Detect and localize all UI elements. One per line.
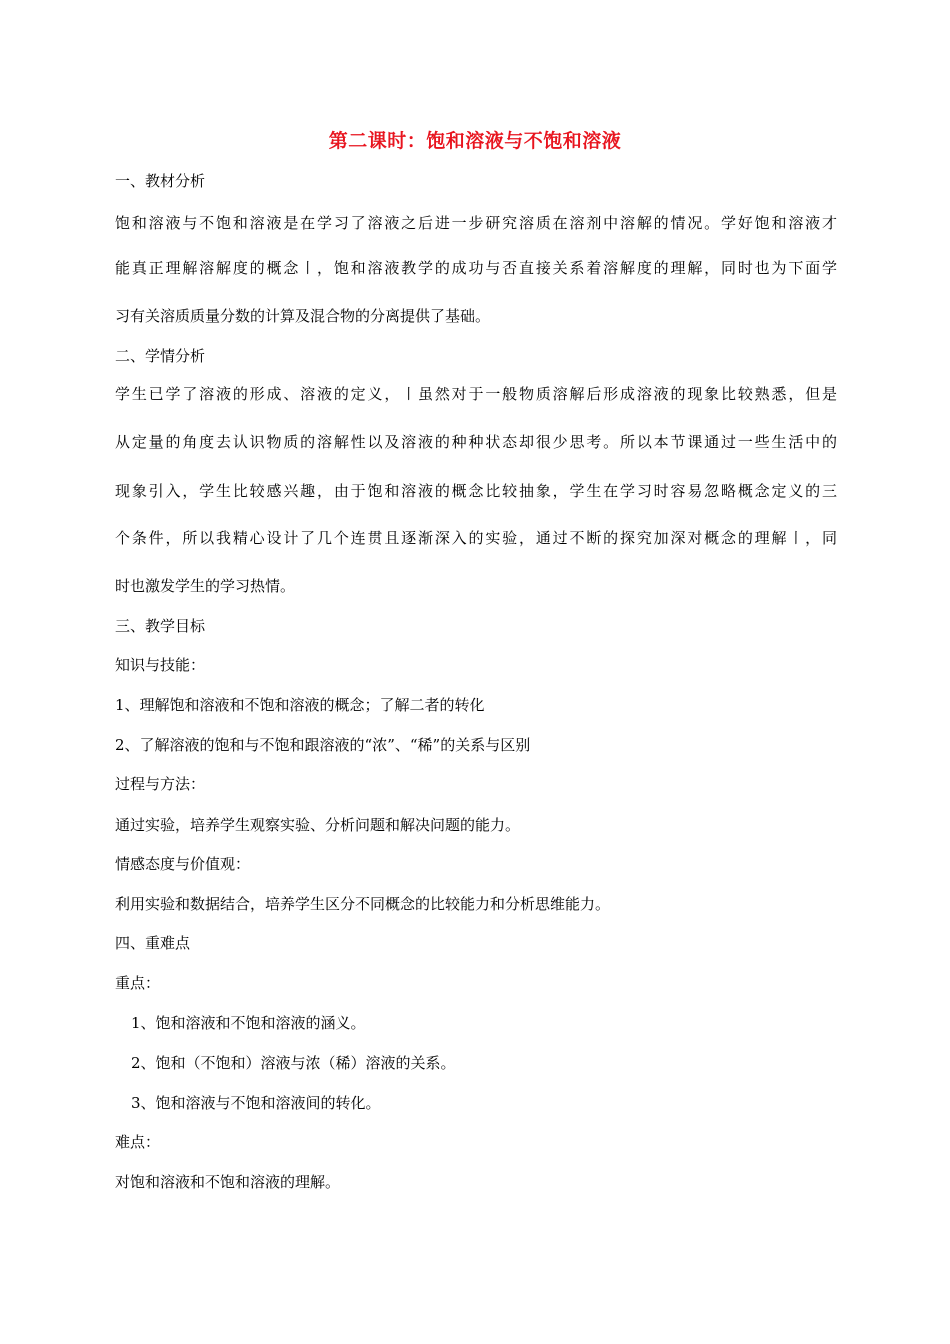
paragraph-line: 从定量的角度去认识物质的溶解性以及溶液的种种状态却很少思考。所以本节课通过一些生活中的 [115,433,837,451]
key-item: 1、饱和溶液和不饱和溶液的涵义。 [131,1014,366,1032]
paragraph-line: 时也激发学生的学习热情。 [115,577,296,595]
paragraph-line: 现象引入，学生比较感兴趣，由于饱和溶液的概念比较抽象，学生在学习时容易忽略概念定义的三 [115,482,837,500]
paragraph-line: 习有关溶质质量分数的计算及混合物的分离提供了基础。 [115,307,491,325]
key-item: 2、饱和（不饱和）溶液与浓（稀）溶液的关系。 [131,1054,456,1072]
emotion-label: 情感态度与价值观： [115,855,251,873]
knowledge-item: 2、了解溶液的饱和与不饱和跟溶液的“浓”、“稀”的关系与区别 [115,736,531,754]
section-3-heading: 三、教学目标 [115,617,206,635]
process-label: 过程与方法： [115,775,206,793]
key-label: 重点： [115,974,161,992]
paragraph-line: 饱和溶液与不饱和溶液是在学习了溶液之后进一步研究溶质在溶剂中溶解的情况。学好饱和溶液才 [115,214,837,232]
section-4-heading: 四、重难点 [115,934,191,952]
section-2-heading: 二、学情分析 [115,347,206,365]
emotion-text: 利用实验和数据结合，培养学生区分不同概念的比较能力和分析思维能力。 [115,895,611,913]
paragraph-line: 个条件，所以我精心设计了几个连贯且逐渐深入的实验，通过不断的探究加深对概念的理解〡，同 [115,529,837,547]
section-1-heading: 一、教材分析 [115,172,206,190]
knowledge-item: 1、理解饱和溶液和不饱和溶液的概念；了解二者的转化 [115,696,485,714]
difficult-label: 难点： [115,1133,161,1151]
difficult-text: 对饱和溶液和不饱和溶液的理解。 [115,1173,341,1191]
page-title: 第二课时：饱和溶液与不饱和溶液 [328,130,622,152]
paragraph-line: 能真正理解溶解度的概念〡，饱和溶液教学的成功与否直接关系着溶解度的理解，同时也为下面学 [115,259,837,277]
knowledge-label: 知识与技能： [115,656,206,674]
process-text: 通过实验，培养学生观察实验、分析问题和解决问题的能力。 [115,816,521,834]
paragraph-line: 学生已学了溶液的形成、溶液的定义，〡虽然对于一般物质溶解后形成溶液的现象比较熟悉，但是 [115,385,837,403]
key-item: 3、饱和溶液与不饱和溶液间的转化。 [131,1094,381,1112]
